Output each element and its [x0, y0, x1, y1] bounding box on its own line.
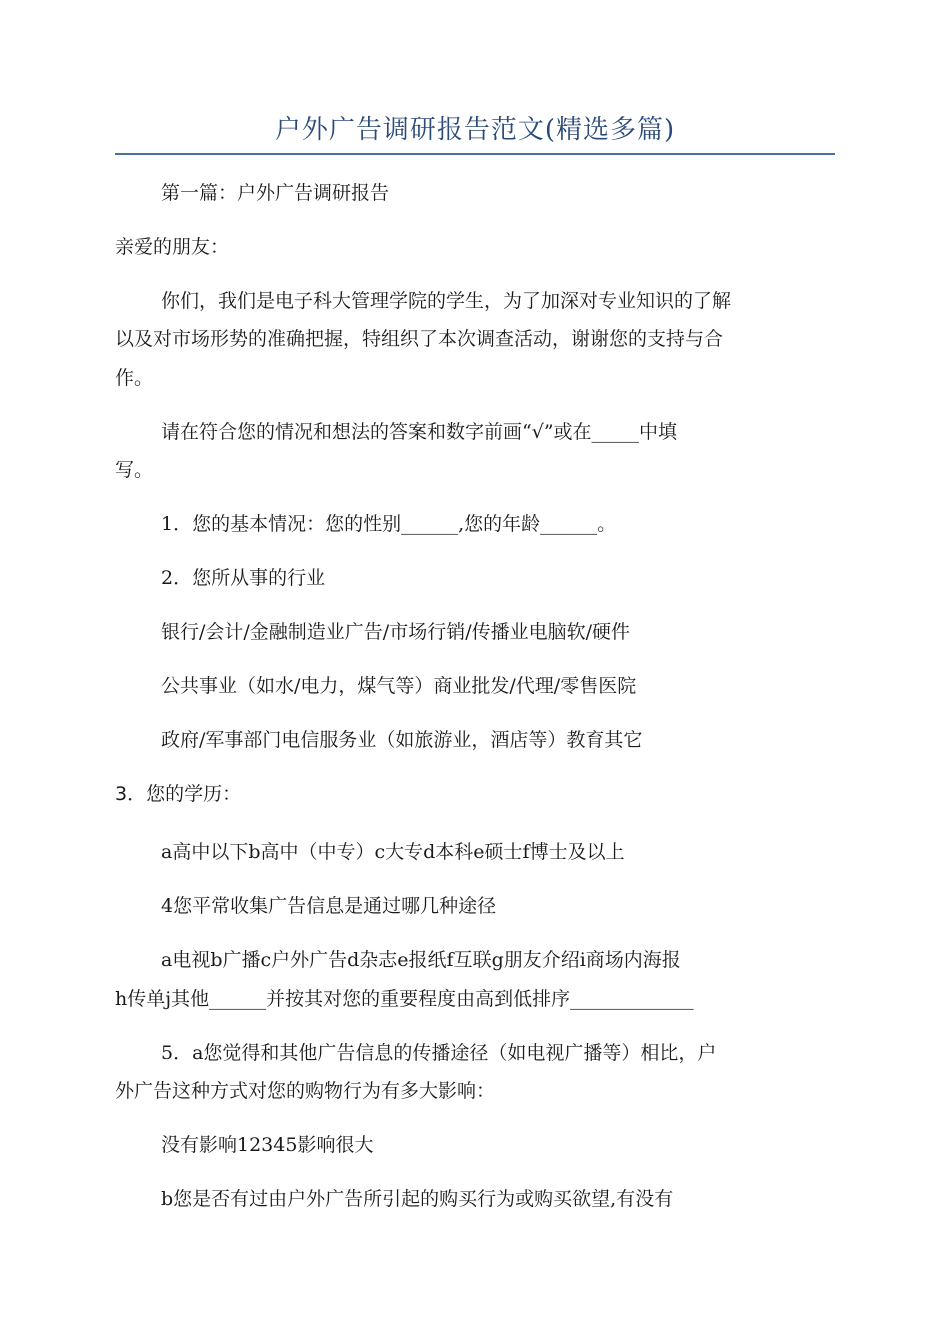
- option-line: h传单j其他______并按其对您的重要程度由高到低排序_____________: [115, 988, 694, 1010]
- paragraph-line: 作。: [115, 367, 154, 389]
- paragraph-line: 以及对市场形势的准确把握，特组织了本次调查活动，谢谢您的支持与合: [115, 328, 724, 350]
- question-line: 3．您的学历：: [115, 783, 242, 805]
- question-line: 外广告这种方式对您的购物行为有多大影响：: [115, 1080, 496, 1102]
- question-line: 1．您的基本情况：您的性别______,您的年龄______。: [161, 513, 617, 535]
- document-title: 户外广告调研报告范文(精选多篇): [274, 115, 676, 145]
- paragraph-line: 请在符合您的情况和想法的答案和数字前画“√”或在_____中填: [161, 421, 678, 443]
- question-line: b您是否有过由户外广告所引起的购买行为或购买欲望,有没有: [161, 1188, 674, 1210]
- option-line: a高中以下b高中（中专）c大专d本科e硕士f博士及以上: [161, 841, 625, 863]
- salutation: 亲爱的朋友：: [115, 236, 230, 258]
- section-heading: 第一篇：户外广告调研报告: [161, 182, 390, 204]
- paragraph-line: 你们，我们是电子科大管理学院的学生，为了加深对专业知识的了解: [161, 290, 732, 312]
- question-line: 4您平常收集广告信息是通过哪几种途径: [161, 895, 497, 917]
- question-line: 2．您所从事的行业: [161, 567, 326, 589]
- title-underline: [115, 153, 835, 155]
- question-line: 5．a您觉得和其他广告信息的传播途径（如电视广播等）相比，户: [161, 1042, 717, 1064]
- paragraph-line: 写。: [115, 459, 154, 481]
- scale-line: 没有影响12345影响很大: [161, 1134, 374, 1156]
- option-line: a电视b广播c户外广告d杂志e报纸f互联g朋友介绍i商场内海报: [161, 949, 681, 971]
- option-line: 银行/会计/金融制造业广告/市场行销/传播业电脑软/硬件: [161, 621, 631, 643]
- option-line: 公共事业（如水/电力，煤气等）商业批发/代理/零售医院: [161, 675, 637, 697]
- option-line: 政府/军事部门电信服务业（如旅游业，酒店等）教育其它: [161, 729, 643, 751]
